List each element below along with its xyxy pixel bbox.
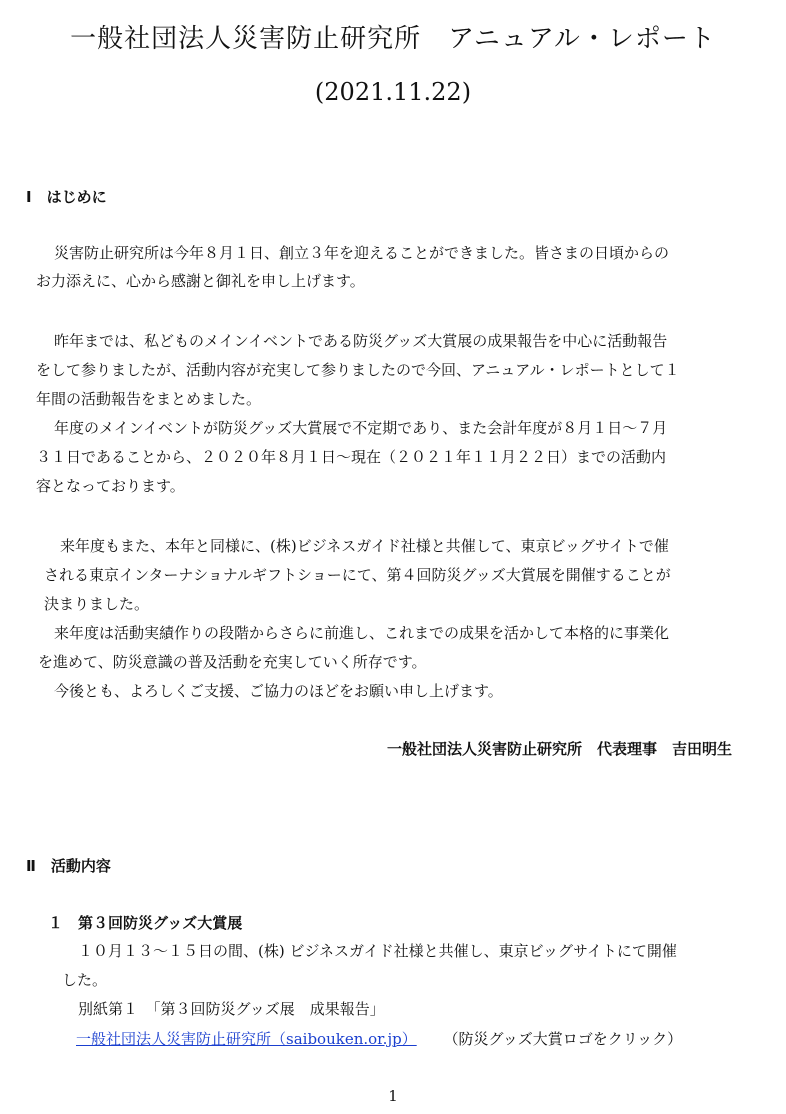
signature: 一般社団法人災害防止研究所 代表理事 吉田明生: [386, 740, 732, 758]
intro-paragraph-6: 今後とも、よろしくご支援、ご協力のほどをお願い申し上げます。: [54, 682, 503, 700]
logo-click-note: （防災グッズ大賞ロゴをクリック）: [443, 1030, 683, 1048]
item-1-body-line-1: １０月１３～１５日の間、(株) ビジネスガイド社様と共催し、東京ビッグサイトにて開催: [78, 942, 677, 960]
intro-paragraph-4-line-1: 来年度もまた、本年と同様に、(株)ビジネスガイド社様と共催して、東京ビッグサイトで催: [60, 537, 669, 555]
intro-paragraph-4-line-3: 決まりました。: [44, 595, 150, 613]
item-1-heading: １ 第３回防災グッズ大賞展: [48, 914, 243, 932]
intro-paragraph-2-line-1: 昨年までは、私どものメインイベントである防災グッズ大賞展の成果報告を中心に活動報告: [54, 332, 668, 350]
intro-paragraph-4-line-2: される東京インターナショナルギフトショーにて、第４回防災グッズ大賞展を開催することが: [44, 566, 671, 584]
intro-paragraph-2-line-3: 年間の活動報告をまとめました。: [36, 390, 262, 408]
intro-paragraph-3-line-2: ３１日であることから、２０２０年８月１日～現在（２０２１年１１月２２日）までの活動内: [36, 448, 667, 466]
intro-paragraph-1-line-2: お力添えに、心から感謝と御礼を申し上げます。: [36, 272, 365, 290]
intro-paragraph-3-line-1: 年度のメインイベントが防災グッズ大賞展で不定期であり、また会計年度が８月１日～７月: [54, 419, 668, 437]
intro-paragraph-5-line-2: を進めて、防災意識の普及活動を充実していく所存です。: [38, 653, 427, 671]
intro-paragraph-1-line-1: 災害防止研究所は今年８月１日、創立３年を迎えることができました。皆さまの日頃からの: [54, 244, 670, 262]
section-1-heading: Ⅰ はじめに: [26, 188, 107, 206]
saibouken-website-link[interactable]: 一般社団法人災害防止研究所（saibouken.or.jp）: [76, 1030, 417, 1048]
intro-paragraph-3-line-3: 容となっております。: [36, 477, 185, 495]
item-1-body-line-2: した。: [62, 971, 108, 989]
attachment-label: 別紙第１ 「第３回防災グッズ展 成果報告」: [78, 1000, 385, 1018]
page-number: 1: [388, 1087, 398, 1105]
document-title: 一般社団法人災害防止研究所 アニュアル・レポート: [70, 24, 716, 54]
intro-paragraph-5-line-1: 来年度は活動実績作りの段階からさらに前進し、これまでの成果を活かして本格的に事業化: [54, 624, 670, 642]
document-date: (2021.11.22): [314, 78, 472, 106]
intro-paragraph-2-line-2: をして参りましたが、活動内容が充実して参りましたので今回、アニュアル・レポートとして１: [36, 361, 680, 379]
section-2-heading: Ⅱ 活動内容: [26, 857, 111, 875]
